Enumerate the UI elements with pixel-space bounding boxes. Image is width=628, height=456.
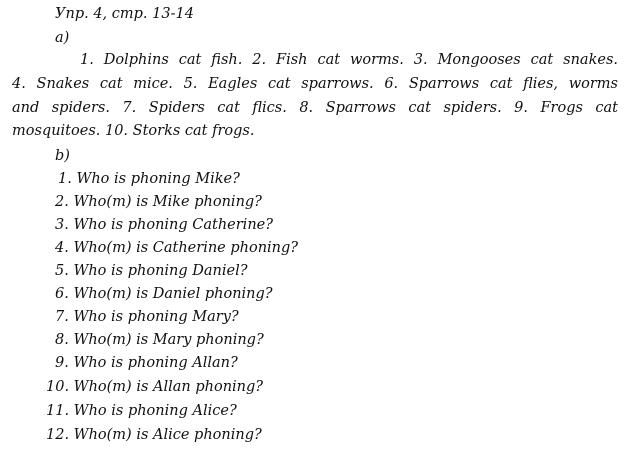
section-b-item: 9. Who is phoning Allan? xyxy=(55,355,238,371)
section-b-item: 10. Who(m) is Allan phoning? xyxy=(46,379,264,395)
section-b-item: 2. Who(m) is Mike phoning? xyxy=(55,194,262,210)
section-b-item: 5. Who is phoning Daniel? xyxy=(55,263,248,279)
section-b-item: 4. Who(m) is Catherine phoning? xyxy=(55,240,299,256)
section-b-item: 11. Who is phoning Alice? xyxy=(46,403,237,419)
section-b-item: 3. Who is phoning Catherine? xyxy=(55,217,274,233)
section-b-item: 7. Who is phoning Mary? xyxy=(55,309,239,325)
section-a-line-3: and spiders. 7. Spiders cat flics. 8. Sparrows cat spiders. 9. Frogs cat xyxy=(12,100,618,116)
section-a-line-2: 4. Snakes cat mice. 5. Eagles cat sparrows. 6. Sparrows cat flies, worms xyxy=(12,76,618,92)
section-a-line-1: 1. Dolphins cat fish. 2. Fish cat worms. 3. Mongooses cat snakes. xyxy=(80,52,618,68)
section-b-item: 6. Who(m) is Daniel phoning? xyxy=(55,286,273,302)
exercise-reference: Упр. 4, стр. 13-14 xyxy=(55,6,194,22)
section-b-item: 1. Who is phoning Mike? xyxy=(58,171,240,187)
section-b-label: b) xyxy=(55,148,70,164)
section-b-item: 8. Who(m) is Mary phoning? xyxy=(55,332,264,348)
section-a-label: а) xyxy=(55,30,70,46)
section-a-line-4: mosquitoes. 10. Storks cat frogs. xyxy=(12,123,255,139)
section-b-item: 12. Who(m) is Alice phoning? xyxy=(46,427,262,443)
